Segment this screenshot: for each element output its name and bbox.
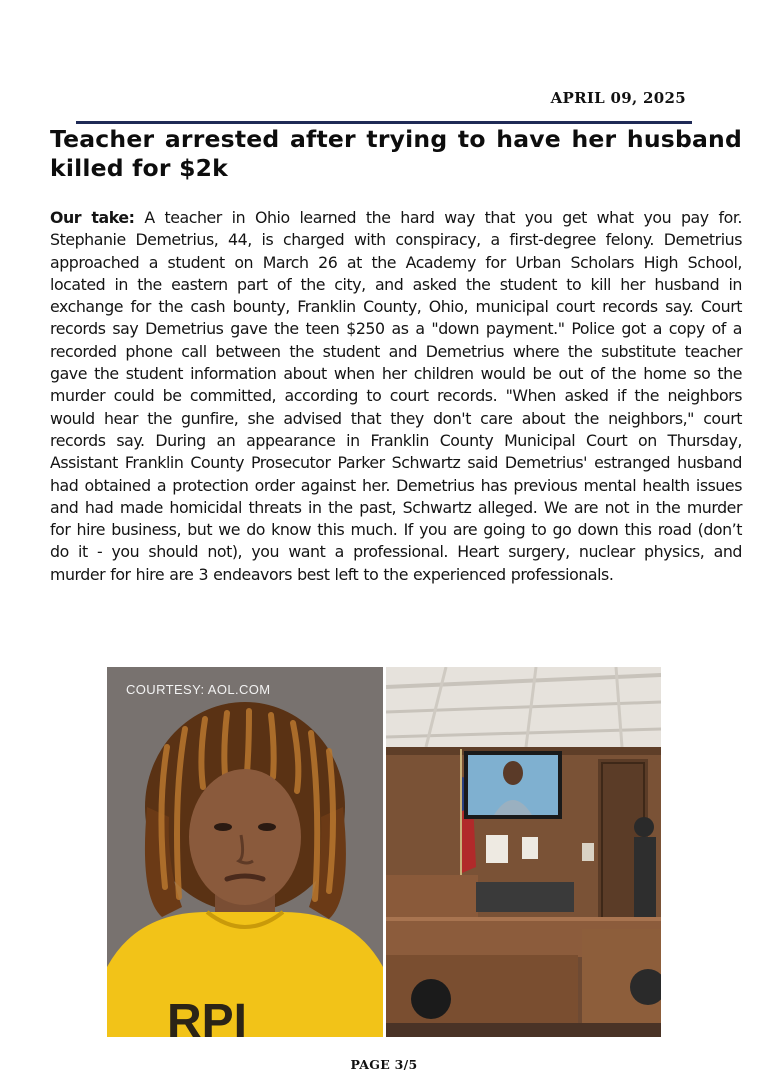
- mugshot-illustration: [107, 667, 383, 1037]
- shirt-lettering: RPI: [167, 995, 248, 1037]
- article-headline: Teacher arrested after trying to have her husband killed for $2k: [50, 125, 742, 182]
- issue-date: APRIL 09, 2025: [550, 89, 686, 107]
- photo-collage: [107, 667, 661, 1037]
- article-body: [50, 207, 742, 586]
- courtroom-illustration: [386, 667, 661, 1037]
- page-number: PAGE 3/5: [350, 1057, 418, 1072]
- photo-credit: COURTESY: AOL.COM: [126, 682, 271, 697]
- lead-label: Our take:: [50, 208, 135, 227]
- article-text: A teacher in Ohio learned the hard way that you get what you pay for. Stephanie Demetrius, 44, is charged with conspiracy, a first-degree felony. Demetrius approached a student on March 26 at the Academy for Urban Scholars High School, located in the eastern part of the city, and asked the student to kill her husband in exchange for the cash bounty, Franklin County, Ohio, municipal court records say. Court records say Demetrius gave the teen $250 as a "down payment." Police got a copy of a recorded phone call between the student and Demetrius where the substitute teacher gave the student information about when her children would be out of the home so the murder could be committed, according to court records. "When asked if the neighbors would hear the gunfire, she advised that they don't care about the neighbors," court records say. During an appearance in Franklin County Municipal Court on Thursday, Assistant Franklin County Prosecutor Parker Schwartz said Demetrius' estranged husband had obtained a protection order against her. Demetrius has previous mental health issues and had made homicidal threats in the past, Schwartz alleged. We are not in the murder for hire business, but we do know this much. If you are going to go down this road (don’t do it - you should not), you want a professional. Heart surgery, nuclear physics, and murder for hire are 3 endeavors best left to the experienced professionals.: [50, 208, 742, 584]
- mugshot-photo: [107, 667, 383, 1037]
- header-rule: [76, 121, 692, 124]
- courtroom-photo: [386, 667, 661, 1037]
